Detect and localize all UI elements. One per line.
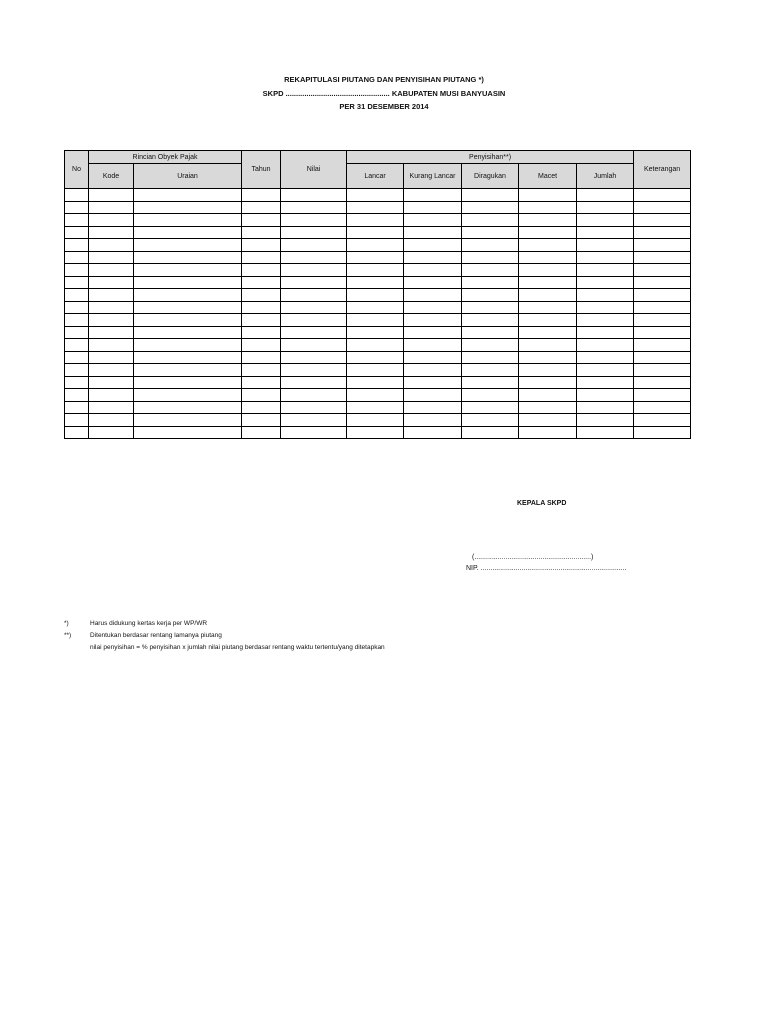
table-cell — [242, 251, 281, 264]
table-cell — [65, 276, 89, 289]
table-cell — [242, 226, 281, 239]
table-row — [65, 414, 691, 427]
table-cell — [281, 189, 347, 202]
table-cell — [519, 276, 577, 289]
footnote-3 — [64, 642, 385, 654]
table-cell — [519, 389, 577, 402]
table-cell — [347, 189, 404, 202]
table-cell — [634, 389, 691, 402]
skpd-line: SKPD .................................................. KABUPATEN MUSI BANYUASIN — [262, 89, 506, 98]
table-cell — [134, 264, 242, 277]
table-cell — [519, 326, 577, 339]
header-macet: Macet — [519, 164, 577, 189]
table-cell — [462, 401, 519, 414]
footnote-text: Ditentukan berdasar rentang lamanya piutang — [90, 632, 222, 639]
table-cell — [347, 351, 404, 364]
table-cell — [134, 339, 242, 352]
table-cell — [65, 364, 89, 377]
table-cell — [89, 376, 134, 389]
table-cell — [89, 389, 134, 402]
table-cell — [134, 426, 242, 439]
table-cell — [242, 376, 281, 389]
table-row — [65, 351, 691, 364]
table-cell — [577, 389, 634, 402]
header-no: No — [65, 151, 89, 189]
table-cell — [242, 276, 281, 289]
table-cell — [134, 376, 242, 389]
table-cell — [519, 376, 577, 389]
table-cell — [462, 339, 519, 352]
header-kurang-lancar: Kurang Lancar — [404, 164, 462, 189]
table-cell — [462, 189, 519, 202]
table-cell — [65, 264, 89, 277]
table-cell — [462, 326, 519, 339]
table-cell — [404, 264, 462, 277]
table-cell — [404, 414, 462, 427]
table-cell — [281, 376, 347, 389]
table-row — [65, 389, 691, 402]
table-cell — [347, 414, 404, 427]
table-cell — [634, 401, 691, 414]
table-row — [65, 364, 691, 377]
table-cell — [519, 189, 577, 202]
table-cell — [577, 414, 634, 427]
table-cell — [281, 301, 347, 314]
table-cell — [89, 314, 134, 327]
table-cell — [242, 214, 281, 227]
table-cell — [404, 364, 462, 377]
table-cell — [347, 376, 404, 389]
table-cell — [281, 264, 347, 277]
table-cell — [89, 276, 134, 289]
table-row — [65, 264, 691, 277]
table-cell — [242, 339, 281, 352]
table-cell — [65, 389, 89, 402]
table-row — [65, 339, 691, 352]
table-cell — [462, 251, 519, 264]
table-cell — [89, 289, 134, 302]
table-row — [65, 226, 691, 239]
table-row — [65, 326, 691, 339]
table-cell — [634, 226, 691, 239]
table-cell — [519, 364, 577, 377]
header-uraian: Uraian — [134, 164, 242, 189]
table-cell — [65, 201, 89, 214]
table-cell — [347, 364, 404, 377]
table-cell — [242, 364, 281, 377]
table-cell — [577, 401, 634, 414]
table-cell — [134, 389, 242, 402]
table-cell — [134, 276, 242, 289]
table-cell — [347, 226, 404, 239]
table-cell — [242, 401, 281, 414]
table-cell — [519, 251, 577, 264]
table-cell — [89, 364, 134, 377]
table-cell — [134, 414, 242, 427]
header-tahun: Tahun — [242, 151, 281, 189]
footnotes — [64, 618, 385, 654]
table-cell — [577, 189, 634, 202]
table-cell — [634, 351, 691, 364]
table-cell — [65, 251, 89, 264]
table-cell — [65, 189, 89, 202]
table-cell — [281, 251, 347, 264]
footnote-2 — [64, 630, 385, 642]
header-penyisihan: Penyisihan**) — [347, 151, 634, 164]
table-cell — [462, 264, 519, 277]
table-cell — [577, 214, 634, 227]
table-cell — [242, 289, 281, 302]
table-cell — [634, 339, 691, 352]
table-cell — [577, 339, 634, 352]
table-cell — [634, 426, 691, 439]
table-cell — [404, 389, 462, 402]
table-cell — [89, 301, 134, 314]
table-cell — [242, 239, 281, 252]
report-title: REKAPITULASI PIUTANG DAN PENYISIHAN PIUTANG *) — [284, 75, 484, 84]
table-cell — [281, 201, 347, 214]
signature-name-line: (............................................................) — [472, 554, 594, 561]
table-cell — [281, 339, 347, 352]
table-cell — [65, 326, 89, 339]
table-cell — [65, 376, 89, 389]
table-cell — [404, 251, 462, 264]
table-cell — [462, 426, 519, 439]
table-cell — [89, 264, 134, 277]
table-cell — [134, 201, 242, 214]
table-cell — [404, 289, 462, 302]
table-cell — [519, 201, 577, 214]
table-cell — [519, 414, 577, 427]
table-cell — [65, 414, 89, 427]
table-cell — [404, 376, 462, 389]
table-cell — [134, 289, 242, 302]
table-cell — [519, 214, 577, 227]
table-cell — [65, 214, 89, 227]
table-cell — [462, 389, 519, 402]
table-cell — [577, 226, 634, 239]
table-cell — [347, 214, 404, 227]
table-cell — [89, 239, 134, 252]
table-row — [65, 289, 691, 302]
report-period: PER 31 DESEMBER 2014 — [339, 102, 429, 111]
footnote-mark: *) — [64, 620, 69, 627]
table-cell — [65, 426, 89, 439]
table-cell — [404, 339, 462, 352]
header-nilai: Nilai — [281, 151, 347, 189]
table-cell — [634, 201, 691, 214]
table-cell — [577, 426, 634, 439]
table-row — [65, 401, 691, 414]
table-cell — [577, 376, 634, 389]
table-row — [65, 426, 691, 439]
table-cell — [519, 339, 577, 352]
table-cell — [634, 251, 691, 264]
table-cell — [89, 214, 134, 227]
table-cell — [462, 351, 519, 364]
table-cell — [404, 351, 462, 364]
table-cell — [634, 189, 691, 202]
table-row — [65, 214, 691, 227]
table-cell — [347, 301, 404, 314]
table-cell — [347, 289, 404, 302]
header-jumlah: Jumlah — [577, 164, 634, 189]
table-cell — [281, 239, 347, 252]
table-cell — [519, 426, 577, 439]
table-cell — [577, 264, 634, 277]
table-cell — [634, 276, 691, 289]
table-cell — [634, 214, 691, 227]
table-row — [65, 189, 691, 202]
table-cell — [634, 264, 691, 277]
table-cell — [89, 326, 134, 339]
table-cell — [577, 351, 634, 364]
table-cell — [347, 276, 404, 289]
table-cell — [462, 239, 519, 252]
table-cell — [462, 214, 519, 227]
table-cell — [404, 189, 462, 202]
table-cell — [134, 189, 242, 202]
table-cell — [242, 326, 281, 339]
table-cell — [347, 314, 404, 327]
table-cell — [134, 364, 242, 377]
table-cell — [281, 326, 347, 339]
table-cell — [65, 314, 89, 327]
table-cell — [404, 314, 462, 327]
footnote-mark — [64, 642, 90, 654]
table-row — [65, 301, 691, 314]
table-cell — [462, 289, 519, 302]
footnote-mark: **) — [64, 632, 72, 639]
table-cell — [577, 276, 634, 289]
table-cell — [281, 276, 347, 289]
table-cell — [404, 426, 462, 439]
table-cell — [634, 314, 691, 327]
table-cell — [634, 326, 691, 339]
table-cell — [65, 301, 89, 314]
table-cell — [634, 301, 691, 314]
table-cell — [404, 239, 462, 252]
table-cell — [242, 414, 281, 427]
table-cell — [65, 339, 89, 352]
table-cell — [519, 351, 577, 364]
table-cell — [519, 264, 577, 277]
header-kode: Kode — [89, 164, 134, 189]
table-cell — [89, 251, 134, 264]
table-cell — [404, 201, 462, 214]
table-cell — [134, 251, 242, 264]
table-cell — [462, 201, 519, 214]
footnote-text: nilai penyisihan = % penyisihan x jumlah nilai piutang berdasar rentang waktu tertentu/yang ditetapkan — [90, 644, 385, 651]
header-diragukan: Diragukan — [462, 164, 519, 189]
table-cell — [281, 226, 347, 239]
table-cell — [89, 426, 134, 439]
table-cell — [65, 239, 89, 252]
table-cell — [519, 401, 577, 414]
table-cell — [242, 301, 281, 314]
table-row — [65, 251, 691, 264]
table-cell — [634, 364, 691, 377]
table-cell — [519, 239, 577, 252]
table-cell — [65, 226, 89, 239]
table-cell — [634, 414, 691, 427]
table-cell — [134, 214, 242, 227]
header-lancar: Lancar — [347, 164, 404, 189]
table-cell — [89, 339, 134, 352]
table-cell — [281, 289, 347, 302]
table-cell — [404, 226, 462, 239]
table-cell — [89, 414, 134, 427]
table-cell — [281, 314, 347, 327]
table-cell — [577, 364, 634, 377]
table-body — [65, 189, 691, 439]
table-cell — [347, 339, 404, 352]
table-cell — [134, 401, 242, 414]
table-cell — [242, 389, 281, 402]
table-cell — [577, 251, 634, 264]
table-cell — [462, 314, 519, 327]
table-cell — [134, 314, 242, 327]
table-cell — [242, 201, 281, 214]
table-cell — [134, 351, 242, 364]
rekap-table — [64, 150, 691, 439]
table-cell — [577, 201, 634, 214]
table-cell — [89, 226, 134, 239]
table-cell — [404, 301, 462, 314]
table-cell — [242, 264, 281, 277]
header-rincian: Rincian Obyek Pajak — [89, 151, 242, 164]
table-cell — [281, 364, 347, 377]
table-cell — [577, 326, 634, 339]
table-cell — [281, 414, 347, 427]
table-cell — [242, 351, 281, 364]
table-cell — [634, 289, 691, 302]
table-cell — [242, 426, 281, 439]
table-cell — [519, 226, 577, 239]
table-row — [65, 239, 691, 252]
table-cell — [281, 214, 347, 227]
table-cell — [577, 301, 634, 314]
table-cell — [89, 351, 134, 364]
table-cell — [347, 389, 404, 402]
table-cell — [462, 414, 519, 427]
table-cell — [281, 426, 347, 439]
table-cell — [65, 401, 89, 414]
table-cell — [281, 351, 347, 364]
table-row — [65, 276, 691, 289]
table-cell — [404, 401, 462, 414]
table-cell — [404, 326, 462, 339]
table-cell — [519, 289, 577, 302]
footnote-text: Harus didukung kertas kerja per WP/WR — [90, 620, 208, 627]
table-cell — [462, 301, 519, 314]
table-cell — [89, 189, 134, 202]
table-cell — [347, 264, 404, 277]
table-cell — [577, 314, 634, 327]
table-cell — [65, 289, 89, 302]
table-cell — [134, 226, 242, 239]
signature-nip-line: NIP. ........................................................................... — [466, 565, 627, 572]
table-cell — [134, 239, 242, 252]
table-cell — [347, 326, 404, 339]
table-cell — [242, 189, 281, 202]
signature-title: KEPALA SKPD — [517, 500, 567, 507]
table-cell — [347, 251, 404, 264]
table-row — [65, 376, 691, 389]
table-cell — [577, 289, 634, 302]
table-cell — [577, 239, 634, 252]
table-cell — [281, 389, 347, 402]
table-cell — [281, 401, 347, 414]
table-cell — [134, 326, 242, 339]
table-cell — [242, 314, 281, 327]
header-keterangan: Keterangan — [634, 151, 691, 189]
table-cell — [65, 351, 89, 364]
table-cell — [347, 201, 404, 214]
table-cell — [134, 301, 242, 314]
table-cell — [347, 401, 404, 414]
footnote-1 — [64, 618, 385, 630]
table-cell — [634, 376, 691, 389]
table-cell — [519, 301, 577, 314]
table-cell — [634, 239, 691, 252]
table-cell — [347, 239, 404, 252]
table-cell — [519, 314, 577, 327]
table-cell — [347, 426, 404, 439]
table-cell — [404, 276, 462, 289]
table-cell — [462, 376, 519, 389]
table-cell — [462, 364, 519, 377]
table-cell — [462, 276, 519, 289]
table-cell — [404, 214, 462, 227]
table-cell — [462, 226, 519, 239]
table-cell — [89, 401, 134, 414]
table-row — [65, 314, 691, 327]
table-row — [65, 201, 691, 214]
table-cell — [89, 201, 134, 214]
